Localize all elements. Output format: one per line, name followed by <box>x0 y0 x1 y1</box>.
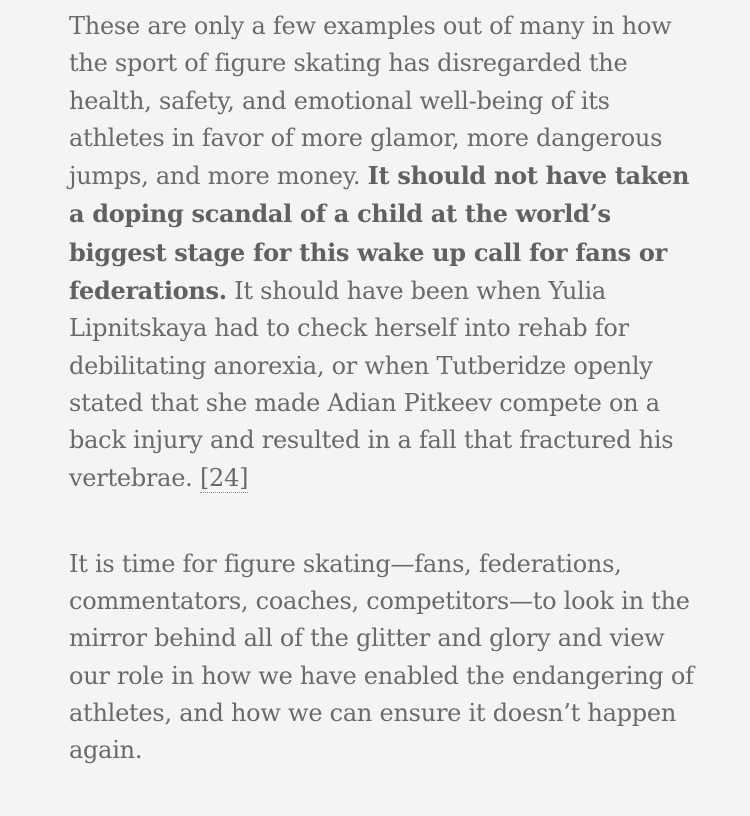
paragraph-text-intro: These are only a few examples out of many in how the sport of figure skating has disregarded the health, safety, and emotional well-being of its athletes in favor of more glamor, more dangerous jumps, and more money. <box>69 12 672 191</box>
article-body <box>69 8 709 770</box>
paragraph-text-continuation: It should have been when Yulia Lipnitskaya had to check herself into rehab for debilitating anorexia, or when Tutberidze openly stated that she made Adian Pitkeev compete on a back injury and resulted in a fall that fractured his vertebrae. <box>69 277 674 492</box>
paragraph-examples <box>69 8 709 497</box>
paragraph-call-to-action: It is time for figure skating—fans, federations, commentators, coaches, competitors—to look in the mirror behind all of the glitter and glory and view our role in how we have enabled the endangering of athletes, and how we can ensure it doesn’t happen again. <box>69 549 694 765</box>
footnote-link[interactable]: [24] <box>199 463 249 492</box>
bold-emphasis-text: It should not have taken a doping scandal of a child at the world’s biggest stage for this wake up call for fans or federations. <box>69 161 690 306</box>
